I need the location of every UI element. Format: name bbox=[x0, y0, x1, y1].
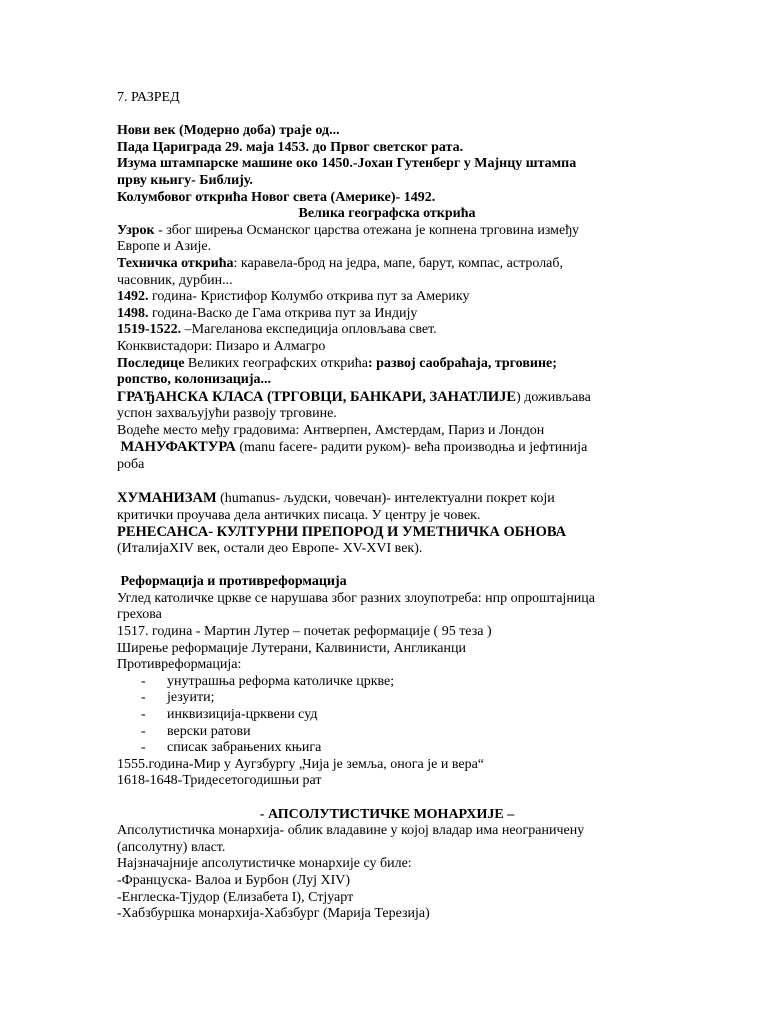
reformation-line: Ширење реформације Лутерани, Калвинисти, Англиканци bbox=[117, 640, 466, 656]
document-page bbox=[117, 90, 657, 923]
humanism-continued: критички проучава дела античких писаца. У центру је човек. bbox=[117, 507, 481, 523]
intro-line: Колумбовог открића Новог света (Америке)- 1492. bbox=[117, 189, 436, 205]
cause-label: Узрок bbox=[117, 222, 155, 238]
intro-line: прву књигу- Библију. bbox=[117, 172, 253, 188]
event-text: година- Кристифор Колумбо открива пут за Америку bbox=[148, 289, 470, 305]
absolutism-line: -Енглеска-Тјудор (Елизабета I), Стјуарт bbox=[117, 889, 354, 905]
humanism-text: (humanus- људски, човечан)- интелектуални покрет који bbox=[216, 491, 555, 507]
bourgeois-paragraph bbox=[117, 389, 657, 407]
dash-bullet: - bbox=[141, 740, 146, 756]
consequences-continued: ропство, колонизација... bbox=[117, 372, 272, 388]
reformation-line: Углед католичке цркве се нарушава због разних злоупотреба: нпр опроштајница bbox=[117, 590, 596, 606]
absolutism-heading: - АПСОЛУТИСТИЧКЕ МОНАРХИЈЕ – bbox=[259, 806, 515, 822]
list-item-text: језуити; bbox=[167, 690, 215, 706]
absolutism-line: Апсолутистичка монархија- облик владавине у којој владар има неограничену bbox=[117, 823, 585, 839]
absolutism-line: Најзначајније апсолутистичке монархије су биле: bbox=[117, 856, 412, 872]
spacer bbox=[117, 790, 657, 807]
consequences-label: Последице bbox=[117, 355, 185, 371]
tech-text: : каравела-брод на једра, мапе, барут, компас, астролаб, bbox=[233, 255, 564, 271]
intro-line: Пада Цариграда 29. маја 1453. до Првог светског рата. bbox=[117, 139, 464, 155]
list-item-text: списак забрањених књига bbox=[167, 740, 322, 756]
cause-paragraph bbox=[117, 223, 657, 240]
absolutism-line: -Француска- Валоа и Бурбон (Луј XIV) bbox=[117, 872, 351, 888]
spacer bbox=[117, 474, 657, 491]
event-1519 bbox=[117, 322, 657, 339]
manufacture-label: МАНУФАКТУРА bbox=[120, 439, 236, 456]
event-text: –Магеланова експедиција опловљава свет. bbox=[181, 322, 437, 338]
consequences-bold: : развој саобраћаја, трговине; bbox=[368, 355, 557, 371]
dash-bullet: - bbox=[141, 723, 146, 739]
dash-bullet: - bbox=[141, 706, 146, 722]
reformation-heading bbox=[117, 574, 657, 591]
cause-text-continued: Европе и Азије. bbox=[117, 239, 212, 255]
spacer bbox=[117, 107, 657, 124]
renaissance-text: (ИталијаXIV век, остали део Европе- XV-XVI век). bbox=[117, 541, 423, 557]
reformation-line: 1517. година - Мартин Лутер – почетак реформације ( 95 теза ) bbox=[117, 624, 492, 639]
bourgeois-text: ) доживљава bbox=[516, 389, 591, 405]
thirty-years-war-line: 1618-1648-Тридесетогодишњи рат bbox=[117, 773, 322, 789]
manufacture-paragraph bbox=[117, 439, 657, 457]
list-item bbox=[117, 674, 657, 691]
reformation-heading-text: Реформација и противреформација bbox=[120, 574, 347, 590]
grade-heading: 7. РАЗРЕД bbox=[117, 90, 180, 105]
dash-bullet: - bbox=[141, 673, 146, 689]
list-item bbox=[117, 724, 657, 741]
spacer bbox=[117, 558, 657, 575]
event-1492 bbox=[117, 289, 657, 306]
list-item bbox=[117, 707, 657, 724]
year-label: 1492. bbox=[117, 289, 149, 305]
tech-text-continued: часовник, дурбин... bbox=[117, 272, 233, 288]
list-item bbox=[117, 690, 657, 707]
tech-paragraph bbox=[117, 256, 657, 273]
event-text: година-Васко де Гама открива пут за Индију bbox=[148, 305, 418, 321]
humanism-label: ХУМАНИЗАМ bbox=[117, 490, 217, 507]
intro-line: Нови век (Модерно доба) траје од... bbox=[117, 123, 340, 139]
absolutism-line: (апсолутну) власт. bbox=[117, 839, 226, 855]
reformation-line: Противреформација: bbox=[117, 657, 242, 673]
manufacture-continued: роба bbox=[117, 457, 145, 473]
list-item-text: инквизиција-црквени суд bbox=[167, 706, 318, 722]
consequences-text: Великих географских открића bbox=[184, 355, 368, 371]
absolutism-line: -Хабзбуршка монархија-Хабзбург (Марија Терезија) bbox=[117, 906, 430, 922]
manufacture-text: (manu facere- радити руком)- већа производња и јефтинија bbox=[235, 440, 588, 456]
conquistadors-line: Конквистадори: Пизаро и Алмагро bbox=[117, 338, 326, 354]
discoveries-heading: Велика географска открића bbox=[298, 206, 476, 222]
bourgeois-continued: успон захваљујући развоју трговине. bbox=[117, 406, 337, 422]
cities-line: Водеће место међу градовима: Антверпен, Амстердам, Париз и Лондон bbox=[117, 422, 545, 438]
year-label: 1519-1522. bbox=[117, 322, 182, 338]
dash-bullet: - bbox=[141, 690, 146, 706]
renaissance-heading: РЕНЕСАНСА- КУЛТУРНИ ПРЕПОРОД И УМЕТНИЧКА ОБНОВА bbox=[117, 524, 567, 541]
list-item-text: верски ратови bbox=[167, 723, 251, 739]
reformation-line: грехова bbox=[117, 607, 162, 623]
list-item bbox=[117, 740, 657, 757]
cause-text: - због ширења Османског царства отежана је копнена трговина између bbox=[154, 222, 579, 238]
list-item-text: унутрашња реформа католичке цркве; bbox=[167, 673, 395, 689]
counter-reformation-list bbox=[117, 674, 657, 757]
tech-label: Техничка открића bbox=[117, 255, 234, 271]
event-1498 bbox=[117, 306, 657, 323]
intro-line: Изума штампарске машине око 1450.-Јохан Гутенберг у Мајнцу штампа bbox=[117, 156, 577, 172]
consequences-paragraph bbox=[117, 356, 657, 373]
year-label: 1498. bbox=[117, 305, 149, 321]
peace-line: 1555.година-Мир у Аугзбургу „Чија је земља, онога је и вера“ bbox=[117, 756, 485, 772]
bourgeois-label: ГРАЂАНСКА КЛАСА (ТРГОВЦИ, БАНКАРИ, ЗАНАТЛИЈЕ bbox=[117, 388, 517, 405]
humanism-paragraph bbox=[117, 490, 657, 508]
